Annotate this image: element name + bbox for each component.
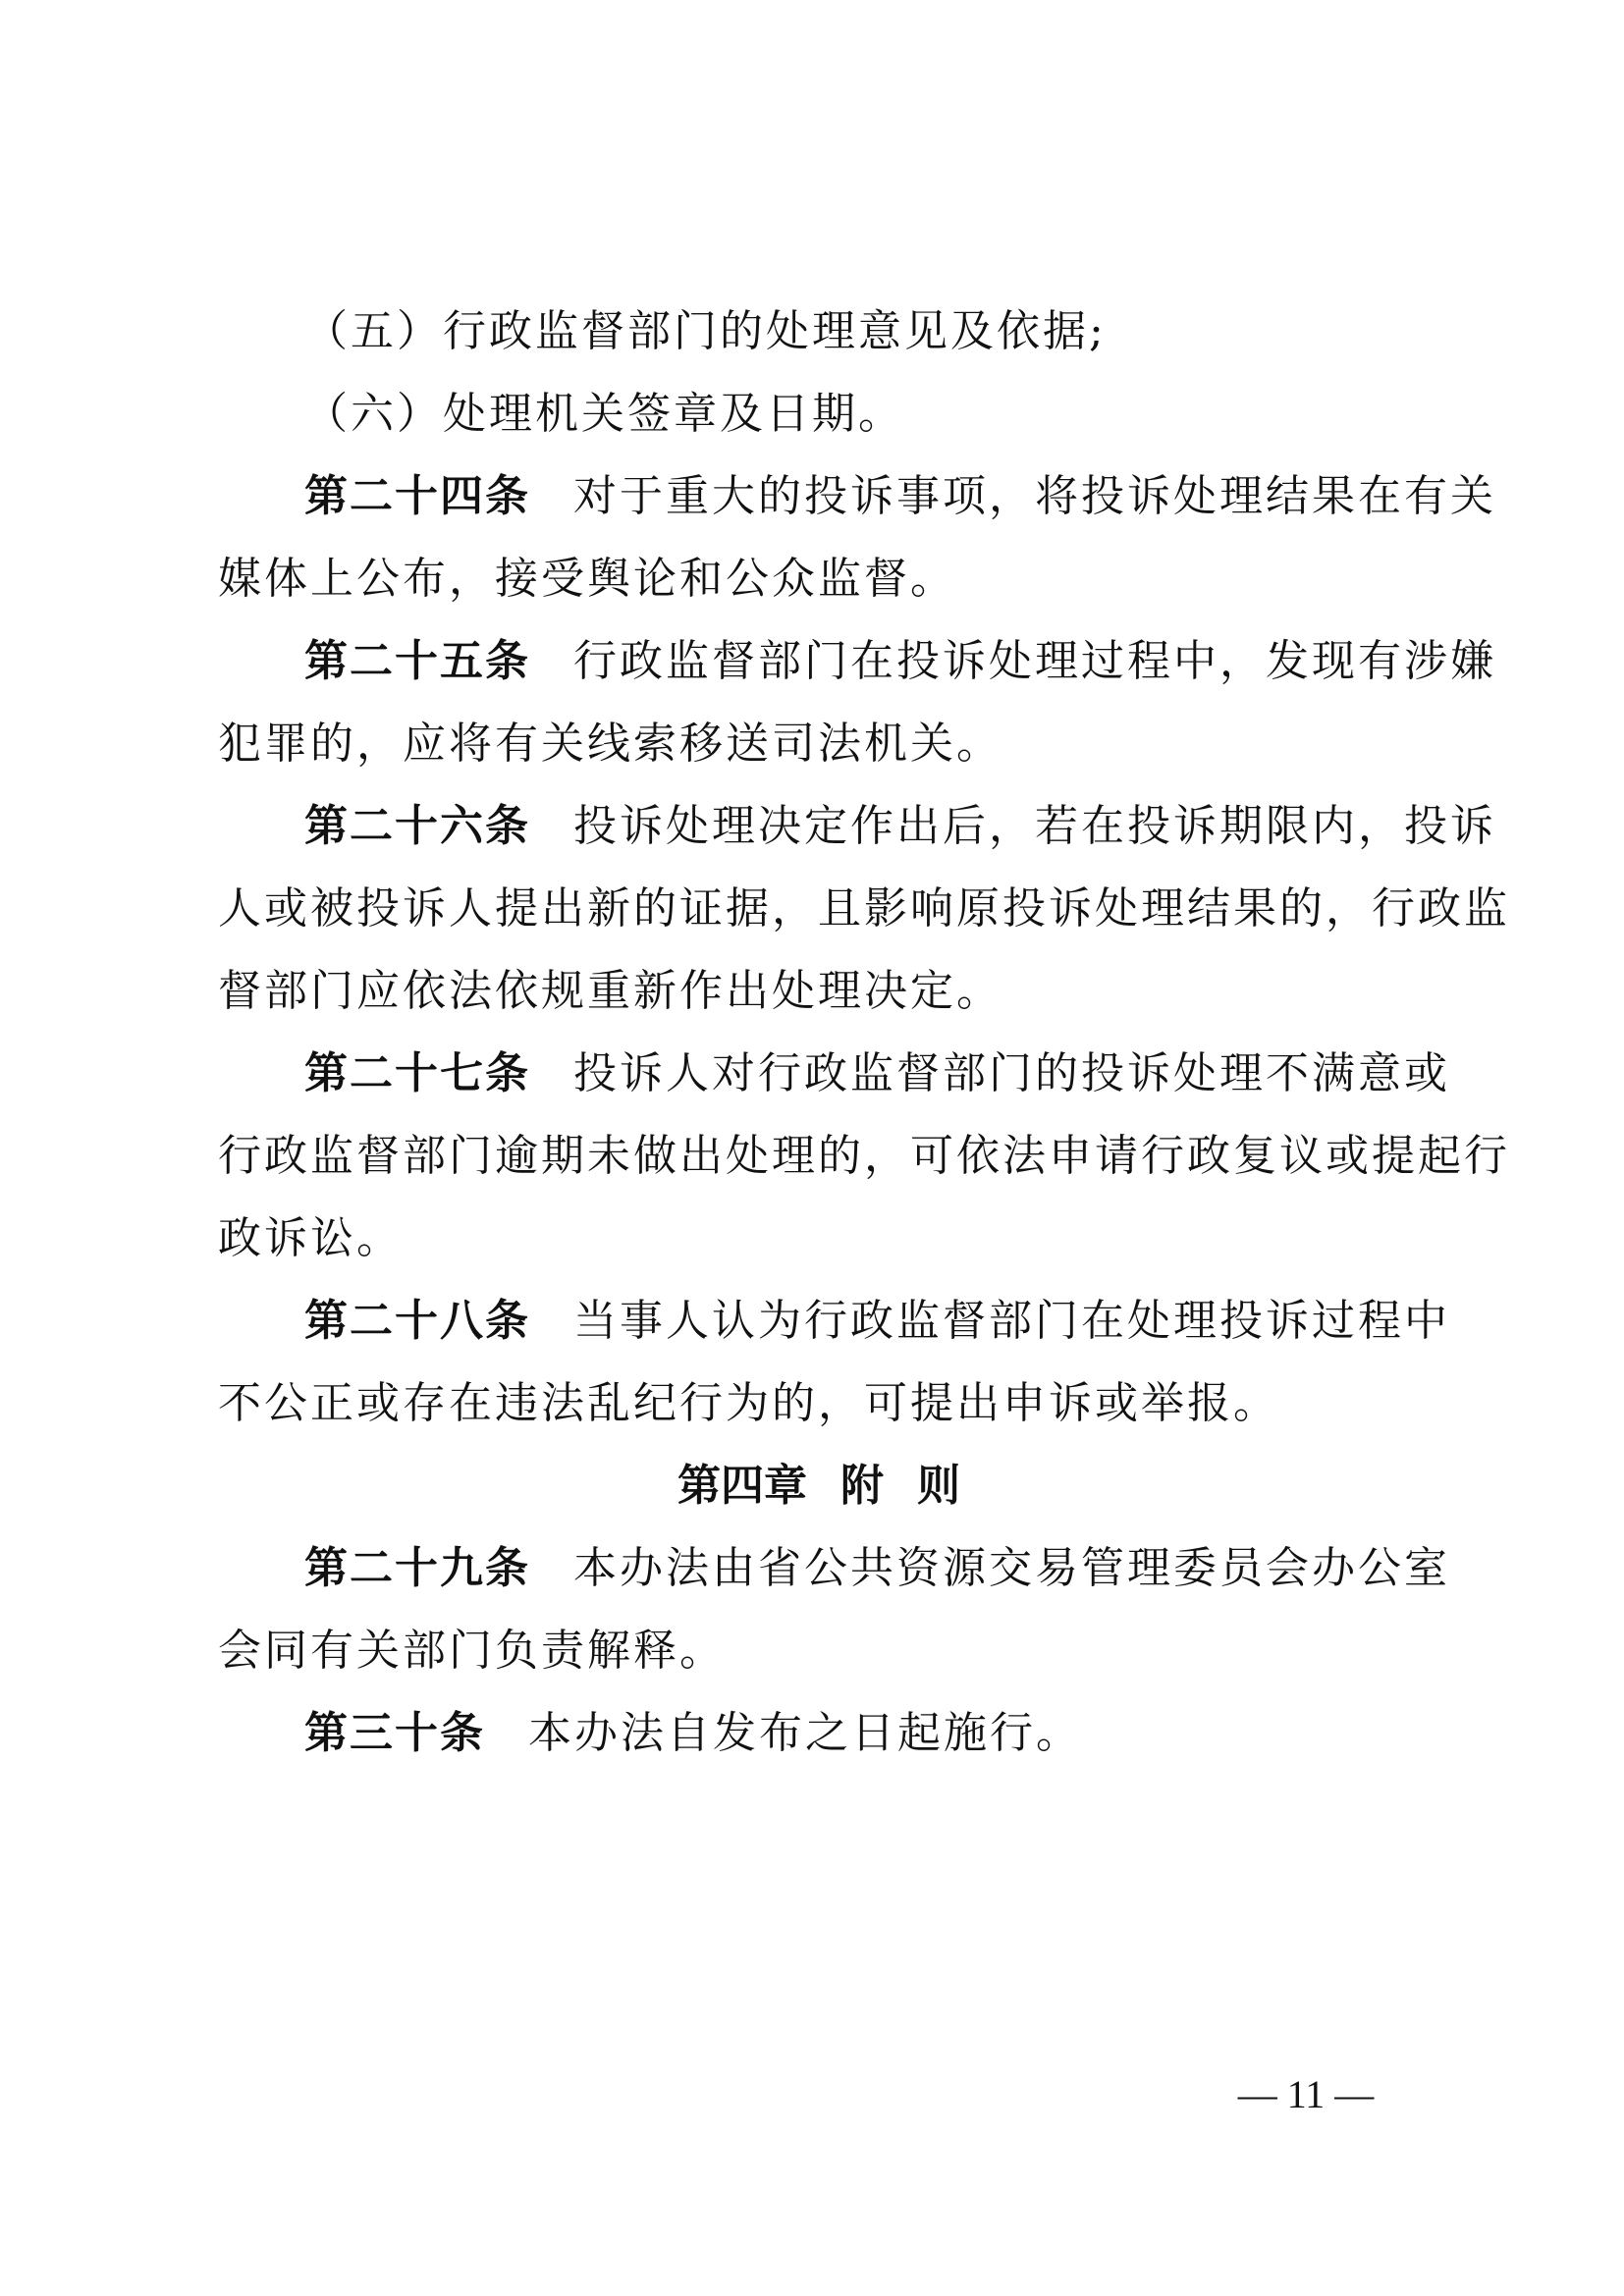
article-28-line-2: 不公正或存在违法乱纪行为的，可提出申诉或举报。 bbox=[218, 1378, 1279, 1428]
list-item-6: （六）处理机关签章及日期。 bbox=[304, 389, 904, 439]
article-25-line-2: 犯罪的，应将有关线索移送司法机关。 bbox=[218, 719, 1002, 769]
article-24-text: 对于重大的投诉事项，将投诉处理结果在有关 bbox=[573, 471, 1496, 521]
article-26-line-3: 督部门应依法依规重新作出处理决定。 bbox=[218, 966, 1002, 1016]
chapter-heading bbox=[218, 1457, 1420, 1516]
article-26-title: 第二十六条 bbox=[304, 801, 530, 851]
article-30-text: 本办法自发布之日起施行。 bbox=[528, 1708, 1082, 1758]
article-30-title: 第三十条 bbox=[304, 1708, 485, 1758]
article-29-title: 第二十九条 bbox=[304, 1543, 530, 1593]
article-27 bbox=[218, 1044, 1450, 1103]
article-30 bbox=[218, 1704, 1420, 1763]
article-25-text: 行政监督部门在投诉处理过程中，发现有涉嫌 bbox=[573, 636, 1496, 686]
article-24 bbox=[218, 467, 1496, 526]
list-item-5: （五）行政监督部门的处理意见及依据; bbox=[304, 306, 1107, 356]
article-28 bbox=[218, 1292, 1450, 1351]
article-26-line-2: 人或被投诉人提出新的证据，且影响原投诉处理结果的，行政监 bbox=[218, 883, 1510, 934]
article-26 bbox=[218, 797, 1496, 856]
article-27-text: 投诉人对行政监督部门的投诉处理不满意或 bbox=[573, 1048, 1450, 1098]
article-24-title: 第二十四条 bbox=[304, 471, 530, 521]
article-27-title: 第二十七条 bbox=[304, 1048, 530, 1098]
article-28-text: 当事人认为行政监督部门在处理投诉过程中 bbox=[573, 1296, 1450, 1346]
article-29-line-2: 会同有关部门负责解释。 bbox=[218, 1626, 726, 1676]
chapter-title: 附 bbox=[840, 1461, 884, 1511]
article-29 bbox=[218, 1539, 1450, 1598]
page-number: — 11 — bbox=[1237, 2072, 1375, 2116]
article-25 bbox=[218, 632, 1496, 691]
chapter-number: 第四章 bbox=[677, 1461, 807, 1511]
article-26-text: 投诉处理决定作出后，若在投诉期限内，投诉 bbox=[573, 801, 1496, 851]
article-27-line-3: 政诉讼。 bbox=[218, 1213, 403, 1263]
article-29-text: 本办法由省公共资源交易管理委员会办公室 bbox=[573, 1543, 1450, 1593]
article-24-line-2: 媒体上公布，接受舆论和公众监督。 bbox=[218, 554, 956, 604]
article-28-title: 第二十八条 bbox=[304, 1296, 530, 1346]
article-27-line-2: 行政监督部门逾期未做出处理的，可依法申请行政复议或提起行 bbox=[218, 1131, 1510, 1181]
article-25-title: 第二十五条 bbox=[304, 636, 530, 686]
chapter-title-2: 则 bbox=[917, 1461, 960, 1511]
